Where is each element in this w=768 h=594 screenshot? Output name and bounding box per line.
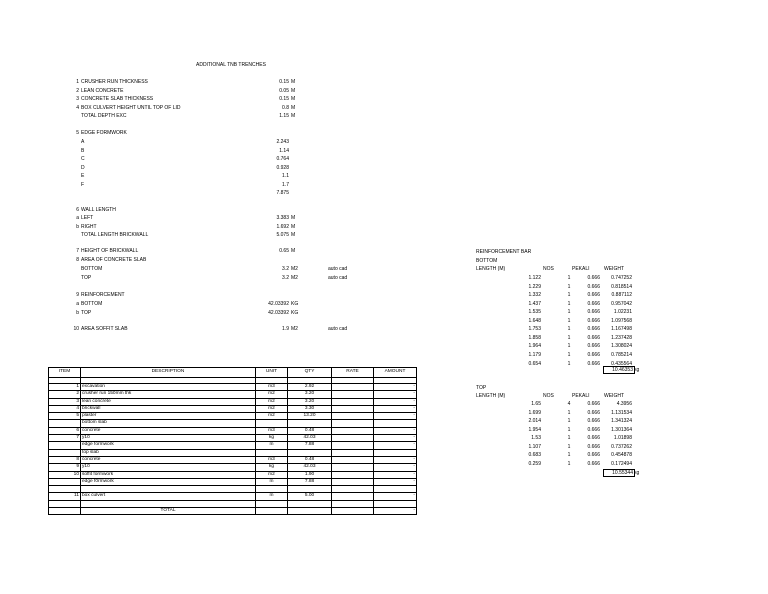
item-qty: 5.00 — [288, 493, 332, 500]
item-qty: 2.92 — [288, 384, 332, 391]
edge-total: 7.875 — [276, 190, 289, 196]
item-rate — [332, 456, 374, 463]
table-row — [49, 427, 417, 434]
item-description: brickwall — [81, 405, 256, 412]
reinf-row-label: TOP — [81, 309, 92, 316]
boq-total-row — [49, 508, 417, 515]
wall-row-value: 3.383 — [276, 215, 289, 221]
rebar-length-cell: 1.65 — [531, 401, 541, 407]
edge-row-label: C — [81, 156, 85, 163]
item-description: edge formwork — [81, 442, 256, 449]
table-row — [49, 435, 417, 442]
item-number — [49, 486, 81, 493]
col-header-qty: QTY — [288, 368, 332, 378]
rebar-nos-cell: 1 — [567, 443, 571, 450]
rebar-weight-cell: 1.167498 — [611, 326, 632, 333]
brick-unit: M — [291, 248, 296, 254]
item-description: box culvert — [81, 493, 256, 500]
calc-item-label: BOX CULVERT HEIGHT UNTIL TOP OF LID — [81, 104, 181, 111]
edge-row-label: B — [81, 147, 85, 154]
rebar-nos-cell: 1 — [567, 300, 571, 307]
edge-row-value: 1.14 — [279, 147, 289, 154]
reinf-item-number: 9 — [76, 292, 79, 298]
rebar-length-cell: 2.014 — [528, 418, 541, 425]
rebar-nos-cell: 1 — [567, 452, 571, 459]
rebar-weight-cell: 0.435564 — [611, 360, 632, 367]
item-rate — [332, 442, 374, 449]
item-qty: 3.20 — [288, 391, 332, 398]
rebar-pekali-cell: 0.666 — [587, 452, 600, 459]
item-qty — [288, 420, 332, 427]
reinf-row-letter: a — [76, 301, 79, 307]
col-header-description: DESCRIPTION — [81, 368, 256, 378]
rebar-pekali-cell: 0.666 — [587, 292, 600, 299]
calc-item-label: CRUSHER RUN THICKNESS — [81, 79, 148, 85]
rebar-weight-cell: 1.237428 — [611, 334, 632, 341]
slab-row-note: auto cad — [328, 266, 348, 272]
wall-row-value: 5.075 — [276, 232, 289, 239]
item-rate — [332, 464, 374, 471]
col-header-rate: RATE — [332, 368, 374, 378]
item-qty: 7.88 — [288, 478, 332, 485]
item-qty — [288, 486, 332, 493]
rebar-col-weight: WEIGHT — [604, 266, 624, 272]
item-amount — [374, 500, 417, 507]
item-rate — [332, 471, 374, 478]
item-amount: - — [374, 398, 417, 405]
rebar-weight-cell: 1.308024 — [611, 343, 632, 350]
brick-item-number: 7 — [76, 248, 79, 254]
rebar-nos-cell: 1 — [567, 435, 571, 442]
item-rate — [332, 500, 374, 507]
rebar-pekali-cell: 0.666 — [587, 360, 600, 367]
table-row — [49, 442, 417, 449]
item-qty: 13.20 — [288, 413, 332, 420]
rebar-weight-cell: 1.097568 — [611, 317, 632, 324]
wall-row-label: TOTAL LENGTH BRICKWALL — [81, 232, 149, 239]
item-number: 1 — [49, 384, 81, 391]
item-rate — [332, 405, 374, 412]
rebar-length-cell: 1.648 — [528, 317, 541, 324]
reinf-row-label: BOTTOM — [81, 301, 103, 307]
item-amount: - — [374, 391, 417, 398]
rebar-top-total: 10.55344 — [603, 469, 635, 477]
item-description: y10 — [81, 464, 256, 471]
calc-item-number: 2 — [76, 87, 79, 94]
calc-item-value: 0.05 — [279, 87, 289, 94]
item-unit: m2 — [256, 413, 288, 420]
rebar-pekali-cell: 0.666 — [587, 435, 600, 442]
calc-item-unit: M — [291, 104, 296, 111]
item-amount: - — [374, 456, 417, 463]
rebar-pekali-cell: 0.666 — [587, 351, 600, 358]
total-label: TOTAL — [81, 508, 256, 515]
item-rate — [332, 435, 374, 442]
wall-row-label: LEFT — [81, 215, 94, 221]
rebar-col-length: LENGTH (M) — [476, 266, 506, 272]
item-qty: 42.03 — [288, 464, 332, 471]
edge-heading: EDGE FORMWORK — [81, 130, 127, 136]
item-rate — [332, 413, 374, 420]
col-header-item: ITEM — [49, 368, 81, 378]
slab-row-label: TOP — [81, 274, 92, 281]
rebar-weight-cell: 1.341324 — [611, 418, 632, 425]
wall-row-value: 1.692 — [276, 223, 289, 230]
item-number — [49, 478, 81, 485]
rebar-nos-cell: 1 — [567, 426, 571, 433]
edge-row-value: 2.243 — [276, 139, 289, 145]
rebar-weight-cell: 4.3956 — [616, 401, 632, 407]
item-rate — [332, 449, 374, 456]
calc-item-number: 4 — [76, 104, 79, 111]
soffit-unit: M2 — [291, 326, 298, 332]
wall-row-label: RIGHT — [81, 223, 97, 230]
rebar-nos-cell: 1 — [567, 317, 571, 324]
item-unit: m2 — [256, 405, 288, 412]
item-qty: 0.48 — [288, 427, 332, 434]
rebar-nos-cell: 1 — [567, 409, 571, 416]
item-rate — [332, 384, 374, 391]
item-amount — [374, 449, 417, 456]
edge-row-label: F — [81, 182, 85, 188]
table-row — [49, 398, 417, 405]
rebar-col-pekali: PEKALI — [572, 266, 590, 272]
calc-item-number: 3 — [76, 96, 79, 103]
item-description: edge f0rmwork — [81, 478, 256, 485]
rebar-weight-cell: 1.131534 — [611, 409, 632, 416]
rebar-bottom-total: 10.46353 — [603, 366, 635, 374]
item-rate — [332, 493, 374, 500]
edge-row-value: 0.928 — [276, 164, 289, 171]
calc-item-number: 1 — [76, 79, 79, 85]
edge-row-value: 1.1 — [282, 173, 289, 180]
calc-item-value: 0.15 — [279, 96, 289, 103]
rebar-col-nos: NOS — [543, 266, 554, 272]
item-rate — [332, 420, 374, 427]
rebar-weight-cell: 1.301364 — [611, 426, 632, 433]
edge-row-label: D — [81, 164, 85, 171]
table-row — [49, 420, 417, 427]
table-row — [49, 405, 417, 412]
reinf-row-value: 42.03392 — [268, 309, 289, 316]
rebar-nos-cell: 1 — [567, 334, 571, 341]
item-number: 8 — [49, 456, 81, 463]
rebar-pekali-cell: 0.666 — [587, 334, 600, 341]
rebar-nos-cell: 1 — [567, 283, 571, 290]
calc-item-unit: M — [291, 87, 296, 94]
item-unit: m — [256, 493, 288, 500]
item-qty: 1.90 — [288, 471, 332, 478]
rebar-length-cell: 1.753 — [528, 326, 541, 333]
rebar-col-weight: WEIGHT — [604, 393, 624, 399]
rebar-length-cell: 0.683 — [528, 452, 541, 459]
item-unit: kg — [256, 464, 288, 471]
rebar-pekali-cell: 0.666 — [587, 343, 600, 350]
item-description: soffit formwork — [81, 471, 256, 478]
item-amount: - — [374, 493, 417, 500]
item-qty: 0.48 — [288, 456, 332, 463]
item-amount: - — [374, 471, 417, 478]
soffit-label: AREA SOFFIT SLAB — [81, 326, 128, 332]
table-row — [49, 391, 417, 398]
rebar-top-unit: kg — [634, 470, 640, 476]
rebar-top-label: TOP — [476, 385, 487, 391]
edge-row-value: 0.764 — [276, 156, 289, 163]
rebar-length-cell: 1.179 — [528, 351, 541, 358]
item-unit — [256, 486, 288, 493]
item-unit — [256, 500, 288, 507]
rebar-length-cell: 0.654 — [528, 360, 541, 367]
item-unit: kg — [256, 435, 288, 442]
rebar-col-nos: NOS — [543, 393, 554, 399]
rebar-length-cell: 1.107 — [528, 443, 541, 450]
item-rate — [332, 398, 374, 405]
soffit-item-number: 10 — [73, 326, 79, 332]
calc-item-value: 0.15 — [279, 79, 289, 85]
brick-label: HEIGHT OF BRICKWALL — [81, 248, 139, 254]
rebar-length-cell: 1.332 — [528, 292, 541, 299]
rebar-col-pekali: PEKALI — [572, 393, 590, 399]
col-header-amount: AMOUNT — [374, 368, 417, 378]
rebar-nos-cell: 1 — [567, 360, 571, 367]
calc-item-unit: M — [291, 96, 296, 103]
rebar-weight-cell: 0.737262 — [611, 443, 632, 450]
rebar-pekali-cell: 0.666 — [587, 300, 600, 307]
item-unit: m — [256, 478, 288, 485]
item-number: 3 — [49, 398, 81, 405]
table-row — [49, 456, 417, 463]
item-rate — [332, 478, 374, 485]
rebar-nos-cell: 1 — [567, 460, 571, 467]
rebar-pekali-cell: 0.666 — [587, 317, 600, 324]
item-description: concrete — [81, 456, 256, 463]
rebar-weight-cell: 0.818514 — [611, 283, 632, 290]
item-unit: m3 — [256, 456, 288, 463]
rebar-pekali-cell: 0.666 — [587, 275, 600, 281]
rebar-length-cell: 1.535 — [528, 309, 541, 316]
rebar-weight-cell: 0.454878 — [611, 452, 632, 459]
rebar-weight-cell: 0.957042 — [611, 300, 632, 307]
item-amount: - — [374, 384, 417, 391]
rebar-bottom-label: BOTTOM — [476, 258, 498, 264]
item-number: 7 — [49, 435, 81, 442]
table-row — [49, 464, 417, 471]
calc-item-label: LEAN CONCRETE — [81, 87, 124, 94]
item-amount: - — [374, 464, 417, 471]
rebar-length-cell: 1.954 — [528, 426, 541, 433]
rebar-nos-cell: 1 — [567, 292, 571, 299]
item-qty: 3.20 — [288, 398, 332, 405]
wall-row-unit: M — [291, 215, 296, 221]
table-row — [49, 493, 417, 500]
rebar-length-cell: 0.259 — [528, 460, 541, 467]
slab-heading: AREA OF CONCRETE SLAB — [81, 257, 147, 263]
item-unit — [256, 420, 288, 427]
rebar-weight-cell: 0.747252 — [611, 275, 632, 281]
item-number: 2 — [49, 391, 81, 398]
item-description: top slab — [81, 449, 256, 456]
rebar-pekali-cell: 0.666 — [587, 443, 600, 450]
item-qty — [288, 449, 332, 456]
table-row — [49, 413, 417, 420]
slab-row-unit: M2 — [291, 266, 298, 272]
item-number: 6 — [49, 427, 81, 434]
reinf-row-unit: KG — [291, 301, 299, 307]
item-number — [49, 449, 81, 456]
edge-item-number: 5 — [76, 130, 79, 136]
rebar-weight-cell: 0.887112 — [611, 292, 632, 299]
item-amount: - — [374, 413, 417, 420]
item-number: 9 — [49, 464, 81, 471]
item-amount: - — [374, 427, 417, 434]
calc-item-value: 0.8 — [282, 104, 289, 111]
rebar-nos-cell: 1 — [567, 275, 571, 281]
rebar-pekali-cell: 0.666 — [587, 401, 600, 407]
rebar-pekali-cell: 0.666 — [587, 426, 600, 433]
rebar-weight-cell: 0.172494 — [611, 460, 632, 467]
rebar-pekali-cell: 0.666 — [587, 283, 600, 290]
slab-row-unit: M2 — [291, 274, 298, 281]
calc-item-label: CONCRETE SLAB THICKNESS — [81, 96, 154, 103]
table-row — [49, 500, 417, 507]
item-description: y10 — [81, 435, 256, 442]
rebar-length-cell: 1.964 — [528, 343, 541, 350]
item-unit — [256, 449, 288, 456]
rebar-length-cell: 1.437 — [528, 300, 541, 307]
rebar-pekali-cell: 0.666 — [587, 309, 600, 316]
item-unit: m — [256, 442, 288, 449]
rebar-weight-cell: 1.01898 — [613, 435, 632, 442]
item-description: bottom slab — [81, 420, 256, 427]
edge-row-label: E — [81, 173, 85, 180]
item-amount: - — [374, 435, 417, 442]
item-number — [49, 442, 81, 449]
item-description: lean concrete — [81, 398, 256, 405]
item-number — [49, 500, 81, 507]
table-row — [49, 384, 417, 391]
item-description — [81, 500, 256, 507]
edge-row-label: A — [81, 139, 85, 145]
table-row — [49, 478, 417, 485]
rebar-length-cell: 1.229 — [528, 283, 541, 290]
page-title: ADDITIONAL TNB TRENCHES — [196, 62, 266, 68]
item-rate — [332, 391, 374, 398]
rebar-pekali-cell: 0.666 — [587, 460, 600, 467]
item-unit: m2 — [256, 391, 288, 398]
item-amount: - — [374, 442, 417, 449]
calc-item-label: TOTAL DEPTH EXC — [81, 113, 127, 120]
item-amount — [374, 420, 417, 427]
item-number: 10 — [49, 471, 81, 478]
rebar-pekali-cell: 0.666 — [587, 418, 600, 425]
reinf-row-unit: KG — [291, 309, 299, 316]
rebar-length-cell: 1.858 — [528, 334, 541, 341]
slab-item-number: 8 — [76, 257, 79, 263]
item-number: 4 — [49, 405, 81, 412]
rebar-weight-cell: 0.785214 — [611, 351, 632, 358]
item-unit: m2 — [256, 398, 288, 405]
reinf-row-value: 42.03392 — [268, 301, 289, 307]
rebar-weight-cell: 1.02231 — [613, 309, 632, 316]
calc-item-unit: M — [291, 79, 296, 85]
brick-value: 0.65 — [279, 248, 289, 254]
rebar-col-length: LENGTH (M) — [476, 393, 506, 399]
item-unit: m3 — [256, 427, 288, 434]
rebar-bottom-unit: kg — [634, 367, 640, 373]
item-qty — [288, 500, 332, 507]
wall-item-number: 6 — [76, 207, 79, 213]
item-number — [49, 420, 81, 427]
wall-heading: WALL LENGTH — [81, 207, 116, 213]
item-amount: - — [374, 405, 417, 412]
item-unit: m2 — [256, 471, 288, 478]
calc-item-unit: M — [291, 113, 296, 120]
wall-row-unit: M — [291, 232, 296, 239]
reinf-row-letter: b — [76, 309, 79, 316]
table-row — [49, 471, 417, 478]
rebar-nos-cell: 1 — [567, 418, 571, 425]
col-header-unit: UNIT — [256, 368, 288, 378]
item-rate — [332, 486, 374, 493]
calc-item-value: 1.15 — [279, 113, 289, 120]
item-number: 5 — [49, 413, 81, 420]
soffit-note: auto cad — [328, 326, 348, 332]
item-number: 11 — [49, 493, 81, 500]
item-unit: m3 — [256, 384, 288, 391]
rebar-length-cell: 1.699 — [528, 409, 541, 416]
rebar-nos-cell: 1 — [567, 343, 571, 350]
rebar-nos-cell: 1 — [567, 309, 571, 316]
rebar-heading: REINFORCEMENT BAR — [476, 249, 532, 255]
rebar-length-cell: 1.53 — [531, 435, 541, 442]
item-description: concrete — [81, 427, 256, 434]
rebar-nos-cell: 1 — [567, 351, 571, 358]
wall-row-letter: b — [76, 223, 79, 230]
item-description — [81, 486, 256, 493]
slab-row-value: 3.2 — [282, 266, 289, 272]
rebar-nos-cell: 4 — [567, 401, 571, 407]
rebar-nos-cell: 1 — [567, 326, 571, 333]
item-description: crusher run 150mm thk — [81, 391, 256, 398]
item-description: plaster — [81, 413, 256, 420]
item-qty: 42.03 — [288, 435, 332, 442]
table-row — [49, 486, 417, 493]
item-amount: - — [374, 478, 417, 485]
boq-header-row — [49, 368, 417, 378]
item-qty: 3.30 — [288, 405, 332, 412]
item-amount — [374, 486, 417, 493]
item-description: excavation — [81, 384, 256, 391]
table-row — [49, 449, 417, 456]
soffit-value: 1.9 — [282, 326, 289, 332]
edge-row-value: 1.7 — [282, 182, 289, 188]
rebar-length-cell: 1.122 — [528, 275, 541, 281]
rebar-pekali-cell: 0.666 — [587, 409, 600, 416]
item-rate — [332, 427, 374, 434]
slab-row-label: BOTTOM — [81, 266, 103, 272]
wall-row-letter: a — [76, 215, 79, 221]
item-qty: 7.88 — [288, 442, 332, 449]
wall-row-unit: M — [291, 223, 296, 230]
slab-row-value: 3.2 — [282, 274, 289, 281]
boq-table — [48, 367, 417, 515]
total-amount: - — [374, 508, 417, 515]
rebar-pekali-cell: 0.666 — [587, 326, 600, 333]
reinf-heading: REINFORCEMENT — [81, 292, 125, 298]
slab-row-note: auto cad — [328, 274, 348, 281]
